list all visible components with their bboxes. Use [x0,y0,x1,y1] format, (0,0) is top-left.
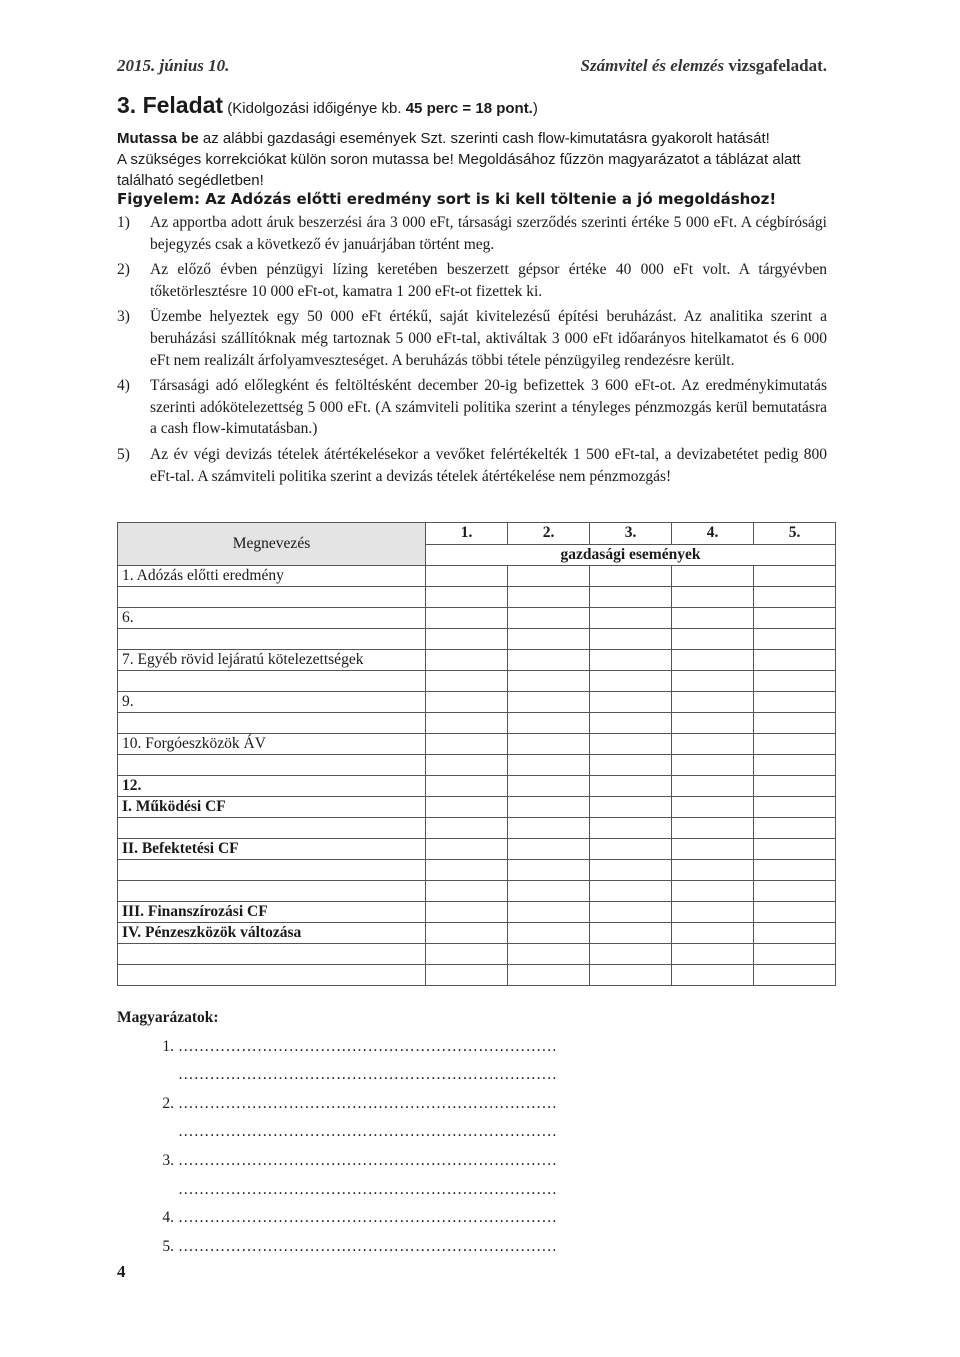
event-value-cell[interactable] [508,671,590,692]
event-value-cell[interactable] [426,671,508,692]
event-value-cell[interactable] [426,881,508,902]
event-value-cell[interactable] [672,860,754,881]
event-value-cell[interactable] [754,650,836,671]
row-label: I. Működési CF [118,797,426,818]
event-value-cell[interactable] [508,860,590,881]
event-value-cell[interactable] [754,692,836,713]
table-row [118,587,836,608]
table-row [118,608,836,629]
row-label: IV. Pénzeszközök változása [118,923,426,944]
event-value-cell[interactable] [590,776,672,797]
event-value-cell[interactable] [590,818,672,839]
header-exam: vizsgafeladat. [724,56,827,75]
explanation-number: 5. [162,1237,174,1255]
event-value-cell[interactable] [672,797,754,818]
event-number: 5) [117,445,130,463]
event-value-cell[interactable] [754,965,836,986]
event-text: Az év végi devizás tételek átértékelésekor a vevőket felértékelték 1 500 eFt-tal, a devizabetétet pedig 800 eFt-tal. A számviteli politika szerint a devizás tételek átértékelése nem pénzmozgás! [150,445,827,485]
table-row [118,776,836,797]
event-value-cell[interactable] [672,629,754,650]
event-value-cell[interactable] [508,692,590,713]
header-subject: Számvitel és elemzés [580,56,725,75]
explanations-heading: Magyarázatok: [117,1009,219,1026]
event-value-cell[interactable] [754,734,836,755]
explanation-line [117,1147,827,1176]
row-label [118,944,426,965]
event-value-cell[interactable] [754,839,836,860]
page-number: 4 [117,1262,126,1281]
row-label: 6. [118,608,426,629]
event-value-cell[interactable] [754,587,836,608]
explanation-dots[interactable]: ……………………………………………………………… [178,1037,558,1055]
explanation-number: 2. [162,1094,174,1112]
event-value-cell[interactable] [672,902,754,923]
explanation-number: 3. [162,1151,174,1169]
row-label: 12. [118,776,426,797]
table-row [118,839,836,860]
task-intro [117,128,827,191]
event-item [117,212,827,255]
event-value-cell[interactable] [508,755,590,776]
event-text: Üzembe helyeztek egy 50 000 eFt értékű, saját kivitelezésű építési beruházást. Az analitika szerint a beruházási szállítóknak még tartoznak 5 000 eFt-tal, aktiváltak 3 000 eFt időarányos hitelkamatot és 6 000 eFt nem realizált árfolyamveszteséget. A beruházás többi tétele pénzügyileg rendezésre került. [150,308,827,369]
event-item [117,259,827,302]
event-value-cell[interactable] [590,608,672,629]
event-value-cell[interactable] [672,650,754,671]
event-item [117,444,827,487]
table-row [118,629,836,650]
row-label [118,713,426,734]
event-value-cell[interactable] [754,902,836,923]
event-number: 2) [117,261,130,279]
event-value-cell[interactable] [508,713,590,734]
event-value-cell[interactable] [590,734,672,755]
event-value-cell[interactable] [426,692,508,713]
event-col-header: 1. [426,523,508,545]
row-label: 7. Egyéb rövid lejáratú kötelezettségek [118,650,426,671]
event-value-cell[interactable] [590,671,672,692]
explanation-number [117,1118,178,1147]
event-number: 1) [117,214,130,231]
event-text: Az előző évben pénzügyi lízing keretében beszerzett gépsor értéke 40 000 eFt volt. A tárgyévben tőketörlesztésre 10 000 eFt-ot, kamatra 1 200 eFt-ot fizettek ki. [150,261,827,300]
table-row [118,881,836,902]
event-value-cell[interactable] [590,881,672,902]
table-header-row [118,523,836,545]
explanation-line [117,1118,827,1147]
event-value-cell[interactable] [426,566,508,587]
event-value-cell[interactable] [590,965,672,986]
explanations-section [117,1004,827,1261]
table-row [118,818,836,839]
row-label [118,965,426,986]
row-label [118,755,426,776]
event-value-cell[interactable] [508,944,590,965]
event-value-cell[interactable] [754,881,836,902]
table-row [118,965,836,986]
table-row [118,734,836,755]
event-value-cell[interactable] [426,608,508,629]
event-value-cell[interactable] [590,650,672,671]
event-value-cell[interactable] [590,713,672,734]
event-value-cell[interactable] [508,923,590,944]
event-value-cell[interactable] [426,629,508,650]
event-value-cell[interactable] [508,608,590,629]
intro-bold-lead: Mutassa be [117,130,199,147]
explanation-line [117,1090,827,1119]
event-value-cell[interactable] [426,839,508,860]
event-value-cell[interactable] [426,734,508,755]
event-value-cell[interactable] [590,944,672,965]
event-value-cell[interactable] [508,839,590,860]
event-value-cell[interactable] [426,923,508,944]
event-value-cell[interactable] [426,797,508,818]
event-value-cell[interactable] [426,902,508,923]
task-meta-bold: 45 perc = 18 pont. [405,100,533,117]
event-value-cell[interactable] [426,587,508,608]
event-value-cell[interactable] [508,587,590,608]
event-value-cell[interactable] [426,818,508,839]
event-value-cell[interactable] [672,587,754,608]
event-value-cell[interactable] [672,671,754,692]
task-title-text: 3. Feladat [117,92,224,118]
event-value-cell[interactable] [426,776,508,797]
event-item [117,306,827,371]
table-row [118,944,836,965]
row-label: 1. Adózás előtti eredmény [118,566,426,587]
event-value-cell[interactable] [754,818,836,839]
event-value-cell[interactable] [426,860,508,881]
table-row [118,923,836,944]
page-header [117,56,827,76]
events-caption: gazdasági események [426,544,836,566]
row-label: 9. [118,692,426,713]
event-value-cell[interactable] [754,629,836,650]
event-number: 3) [117,308,130,326]
warning-text: Az Adózás előtti eredmény sort is ki kell töltenie a jó megoldáshoz! [205,190,777,208]
event-value-cell[interactable] [754,713,836,734]
task-meta-pre: (Kidolgozási időigénye kb. [223,100,406,117]
table-row [118,566,836,587]
warning-note [117,190,776,208]
row-label [118,818,426,839]
event-number: 4) [117,377,130,395]
event-value-cell[interactable] [672,839,754,860]
event-value-cell[interactable] [672,566,754,587]
intro-line1: az alábbi gazdasági események Szt. szerinti cash flow-kimutatásra gyakorolt hatását! [198,130,770,147]
event-value-cell[interactable] [508,881,590,902]
event-value-cell[interactable] [672,713,754,734]
event-value-cell[interactable] [754,776,836,797]
task-meta-post: ) [532,100,538,117]
table-row [118,755,836,776]
row-label: II. Befektetési CF [118,839,426,860]
row-label [118,881,426,902]
explanation-number [117,1176,178,1205]
event-value-cell[interactable] [508,965,590,986]
header-subject-line [581,56,827,76]
event-value-cell[interactable] [672,944,754,965]
event-value-cell[interactable] [754,671,836,692]
event-value-cell[interactable] [590,629,672,650]
table-row [118,902,836,923]
table-row [118,650,836,671]
event-value-cell[interactable] [426,965,508,986]
table-row [118,797,836,818]
event-value-cell[interactable] [590,692,672,713]
event-value-cell[interactable] [508,818,590,839]
event-value-cell[interactable] [590,839,672,860]
event-text: Az apportba adott áruk beszerzési ára 3 000 eFt, társasági szerződés szerinti értéke 5 000 eFt. A cégbírósági bejegyzés csak a következő év januárjában történt meg. [150,214,827,253]
event-value-cell[interactable] [426,650,508,671]
event-col-header: 5. [754,523,836,545]
event-value-cell[interactable] [508,650,590,671]
header-label-cell: Megnevezés [118,523,426,566]
event-value-cell[interactable] [672,734,754,755]
explanation-dots[interactable]: ……………………………………………………………… [178,1237,558,1255]
event-value-cell[interactable] [590,902,672,923]
explanation-number: 4. [162,1209,174,1227]
event-value-cell[interactable] [508,902,590,923]
event-col-header: 4. [672,523,754,545]
explanation-number: 1. [162,1037,174,1055]
event-value-cell[interactable] [508,734,590,755]
warning-lead: Figyelem: [117,190,206,208]
event-col-header: 3. [590,523,672,545]
explanation-number [117,1061,178,1090]
row-label [118,860,426,881]
table-row [118,713,836,734]
event-value-cell[interactable] [590,860,672,881]
table-row [118,671,836,692]
row-label [118,629,426,650]
table-row [118,692,836,713]
event-value-cell[interactable] [508,776,590,797]
event-value-cell[interactable] [672,776,754,797]
explanation-dots[interactable]: ……………………………………………………………… [178,1180,558,1198]
explanation-line [117,1176,827,1205]
event-value-cell[interactable] [508,566,590,587]
event-value-cell[interactable] [672,818,754,839]
explanation-dots[interactable]: ……………………………………………………………… [178,1066,558,1084]
explanation-line [117,1033,827,1062]
event-value-cell[interactable] [754,797,836,818]
event-value-cell[interactable] [754,566,836,587]
event-list [117,212,827,491]
table-row [118,860,836,881]
event-col-header: 2. [508,523,590,545]
event-value-cell[interactable] [590,566,672,587]
event-value-cell[interactable] [672,608,754,629]
row-label: 10. Forgóeszközök ÁV [118,734,426,755]
row-label [118,587,426,608]
event-value-cell[interactable] [754,944,836,965]
event-value-cell[interactable] [426,944,508,965]
event-item [117,375,827,440]
row-label: III. Finanszírozási CF [118,902,426,923]
task-title [117,92,538,119]
intro-line2: A szükséges korrekciókat külön soron mutassa be! Megoldásához fűzzön magyarázatot a táblázat alatt található segédletben! [117,151,801,189]
event-value-cell[interactable] [426,755,508,776]
explanation-dots[interactable]: ……………………………………………………………… [178,1094,558,1112]
event-value-cell[interactable] [508,797,590,818]
event-value-cell[interactable] [508,629,590,650]
explanation-line [117,1204,827,1233]
header-date: 2015. június 10. [117,56,230,75]
cashflow-table [117,522,836,986]
event-value-cell[interactable] [590,755,672,776]
event-value-cell[interactable] [590,797,672,818]
event-value-cell[interactable] [590,587,672,608]
event-value-cell[interactable] [426,713,508,734]
event-value-cell[interactable] [672,881,754,902]
event-value-cell[interactable] [672,755,754,776]
event-value-cell[interactable] [754,860,836,881]
explanation-dots[interactable]: ……………………………………………………………… [178,1123,558,1141]
event-value-cell[interactable] [672,692,754,713]
explanation-line [117,1061,827,1090]
explanation-dots[interactable]: ……………………………………………………………… [178,1151,558,1169]
event-value-cell[interactable] [590,923,672,944]
explanation-dots[interactable]: ……………………………………………………………… [178,1209,558,1227]
explanation-line [117,1233,827,1262]
event-text: Társasági adó előlegként és feltöltésként december 20-ig befizettek 3 600 eFt-ot. Az eredménykimutatás szerinti adókötelezettség 5 000 eFt. (A számviteli politika szerint a tényleges pénzmozgás kerül bemutatásra a cash flow-kimutatásban.) [150,377,827,438]
event-value-cell[interactable] [672,965,754,986]
event-value-cell[interactable] [754,923,836,944]
event-value-cell[interactable] [754,608,836,629]
row-label [118,671,426,692]
event-value-cell[interactable] [672,923,754,944]
event-value-cell[interactable] [754,755,836,776]
